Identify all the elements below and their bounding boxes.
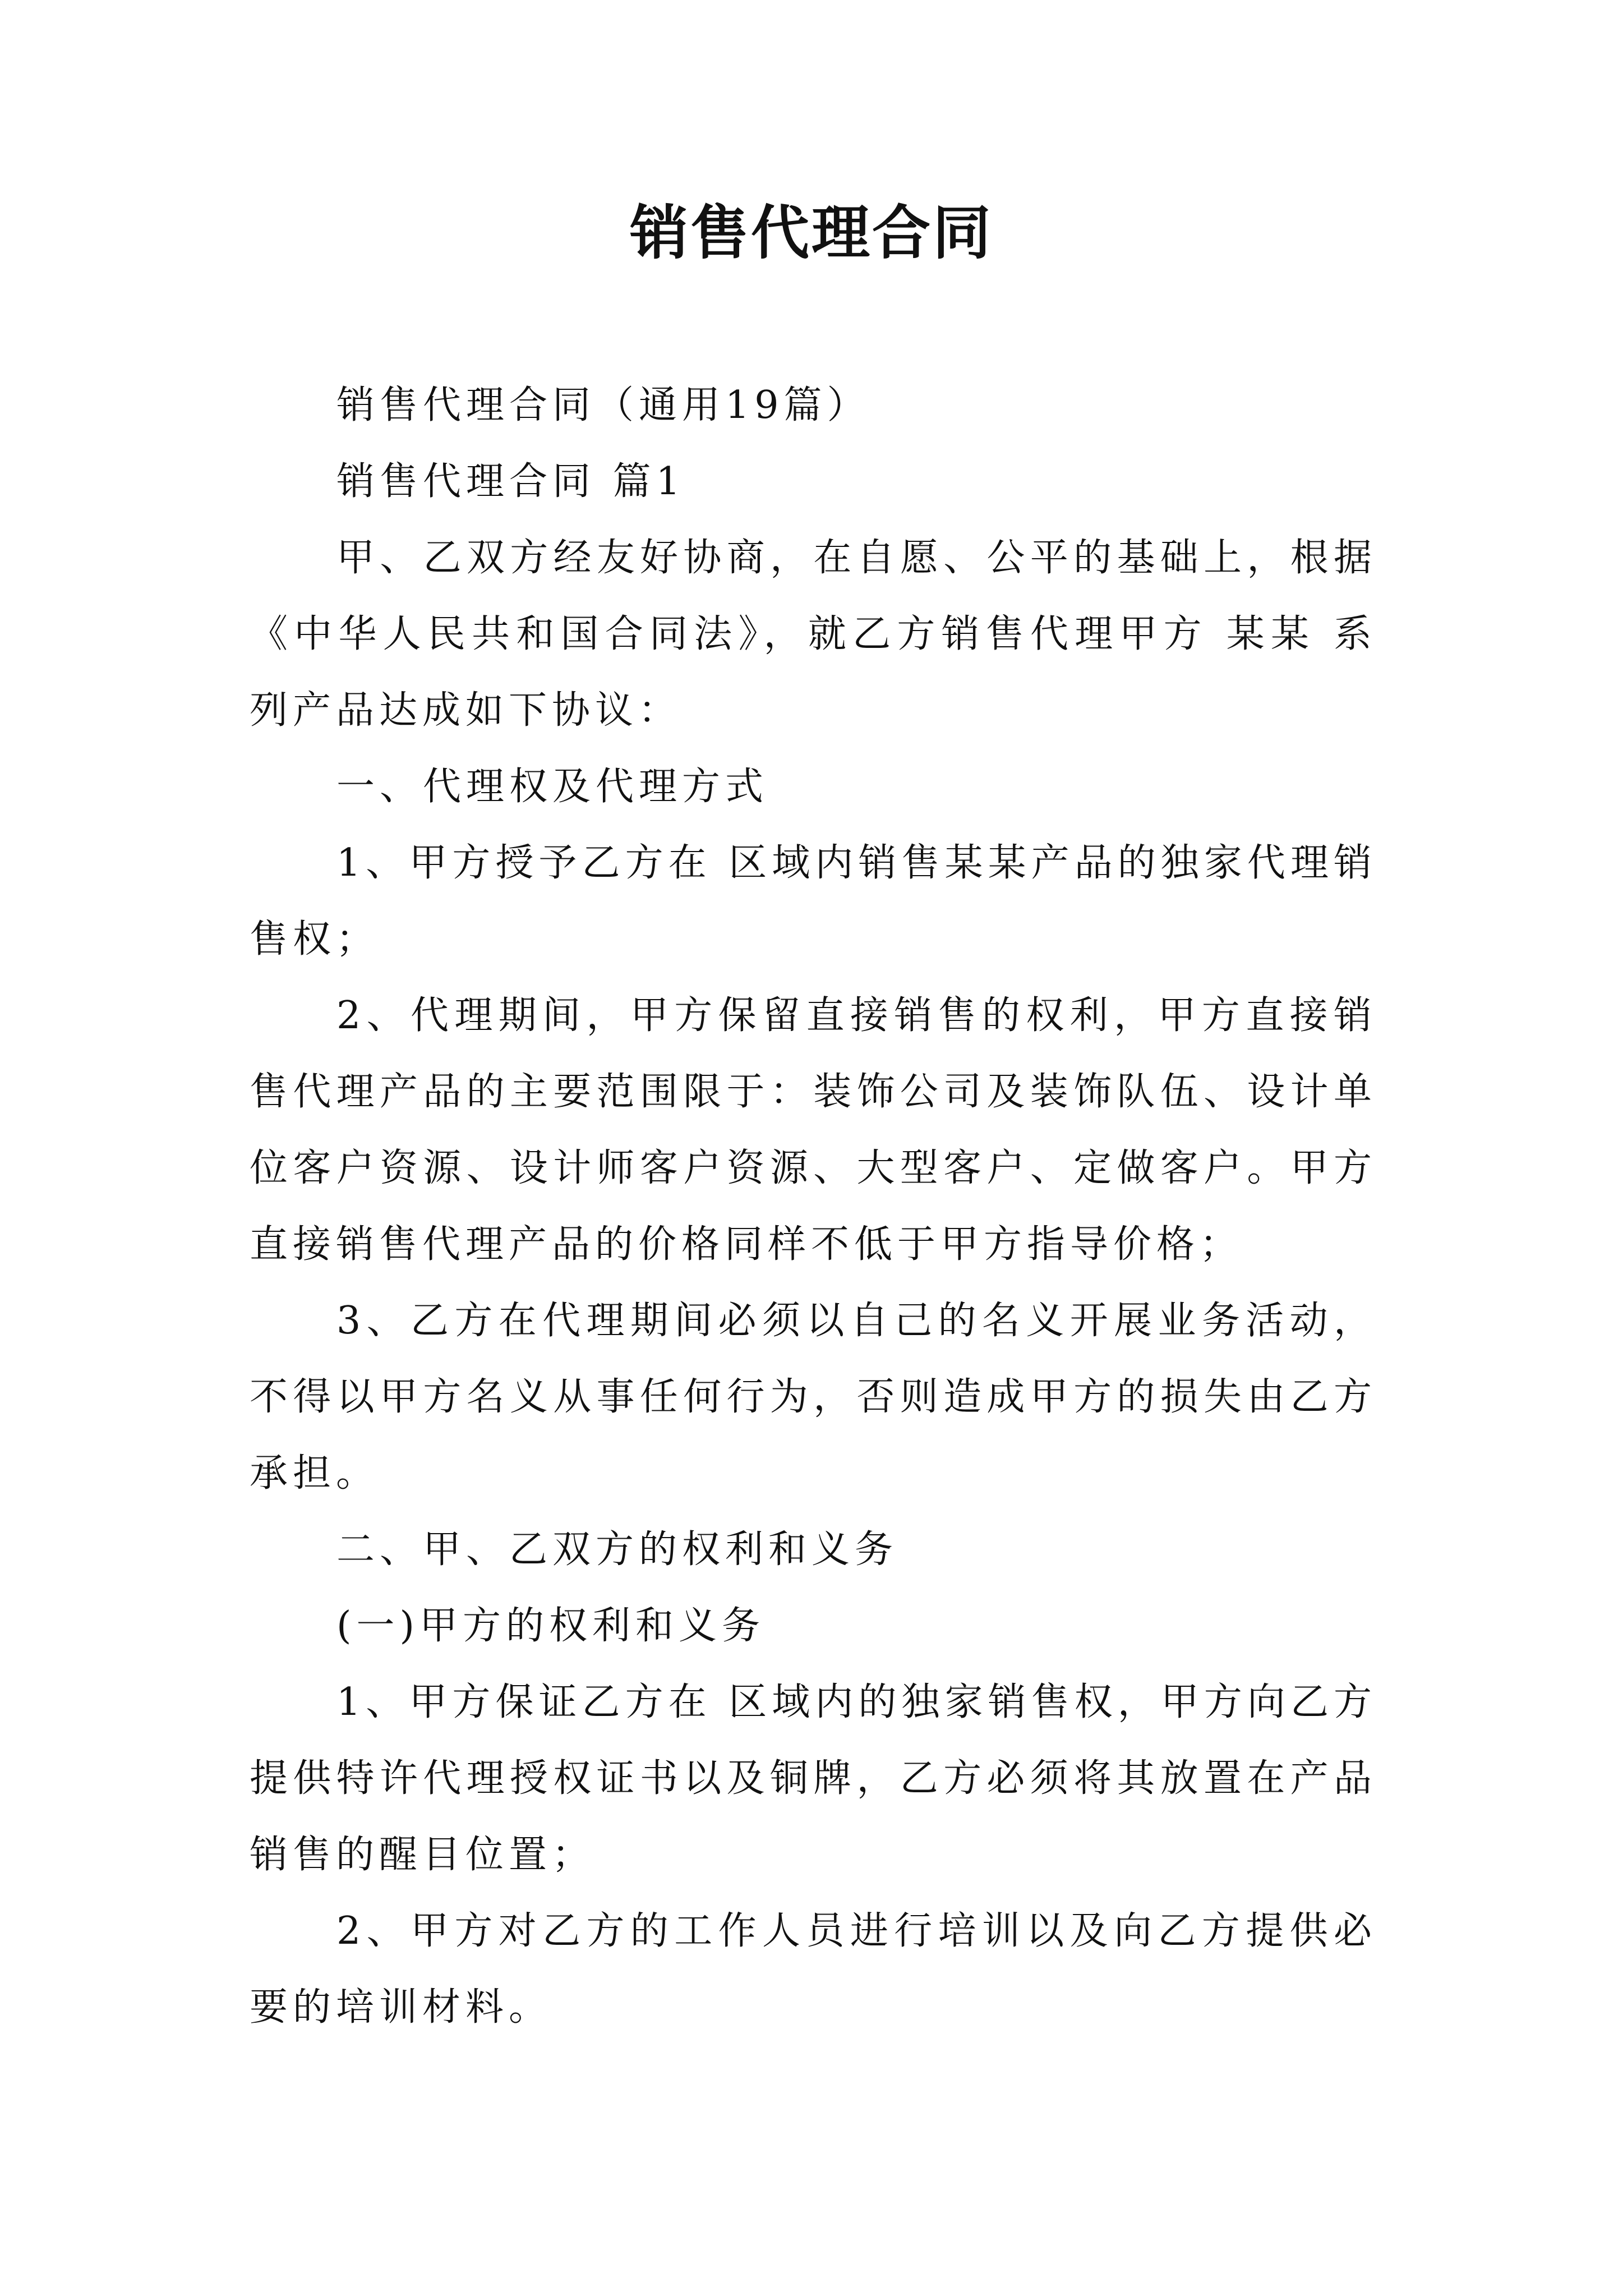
paragraph-clause: 2、甲方对乙方的工作人员进行培训以及向乙方提供必要的培训材料。: [250, 1909, 1377, 2030]
document-body: [250, 367, 1377, 2046]
paragraph-subheading: (一)甲方的权利和义务: [336, 1604, 766, 1648]
paragraph-clause: 3、乙方在代理期间必须以自己的名义开展业务活动，不得以甲方名义从事任何行为，否则造成甲方的损失由乙方承担。: [250, 1299, 1377, 1496]
paragraph-subtitle: 销售代理合同（通用19篇）: [336, 383, 870, 427]
document-title: 销售代理合同: [629, 199, 993, 267]
paragraph-clause: 1、甲方保证乙方在 区域内的独家销售权，甲方向乙方提供特许代理授权证书以及铜牌，乙方必须将其放置在产品销售的醒目位置；: [250, 1680, 1377, 1877]
paragraph-heading-rights: 二、甲、乙双方的权利和义务: [336, 1527, 898, 1572]
paragraph-clause: 2、代理期间，甲方保留直接销售的权利，甲方直接销售代理产品的主要范围限于：装饰公司及装饰队伍、设计单位客户资源、设计师客户资源、大型客户、定做客户。甲方直接销售代理产品的价格同样不低于甲方指导价格；: [250, 993, 1377, 1267]
paragraph-heading-agency: 一、代理权及代理方式: [336, 765, 769, 809]
paragraph-section-heading: 销售代理合同 篇1: [336, 459, 685, 504]
paragraph-clause: 1、甲方授予乙方在 区域内销售某某产品的独家代理销售权；: [250, 841, 1377, 961]
paragraph-preamble: 甲、乙双方经友好协商，在自愿、公平的基础上，根据《中华人民共和国合同法》，就乙方销售代理甲方 某某 系列产品达成如下协议：: [250, 536, 1377, 733]
